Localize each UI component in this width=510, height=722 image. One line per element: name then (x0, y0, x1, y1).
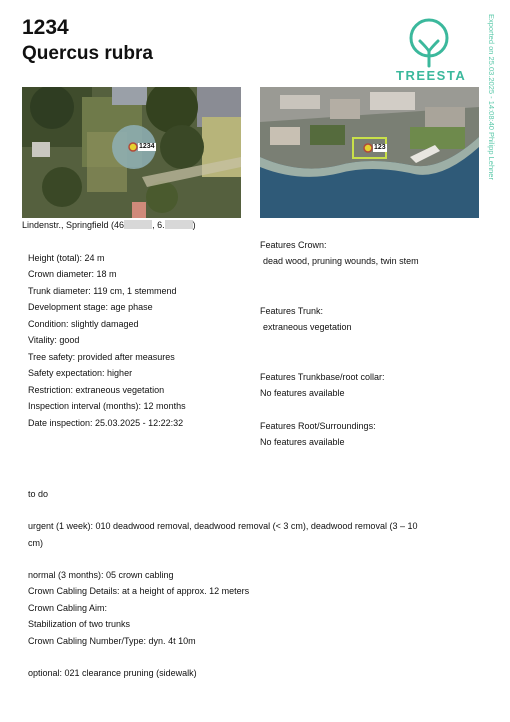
todo-urgent-line2: cm) (28, 538, 43, 548)
property-tree-safety: Tree safety: provided after measures (28, 352, 175, 362)
todo-cabling-aim: Crown Cabling Aim: (28, 603, 108, 613)
property-restriction: Restriction: extraneous vegetation (28, 385, 165, 395)
features-root-title: Features Root/Surroundings: (260, 421, 376, 431)
todo-cabling-details: Crown Cabling Details: at a height of approx. 12 meters (28, 586, 250, 596)
logo-text: TREESTA (396, 68, 467, 83)
todo-heading: to do (28, 489, 49, 499)
address-suffix: ) (192, 220, 196, 230)
property-development-stage: Development stage: age phase (28, 302, 153, 312)
todo-cabling-aim-value: Stabilization of two trunks (28, 619, 131, 629)
map-overview-marker-label: 123 (374, 144, 386, 151)
property-condition: Condition: slightly damaged (28, 319, 139, 329)
address-middle: , 6. (152, 220, 165, 230)
property-vitality: Vitality: good (28, 335, 80, 345)
features-root-value: No features available (260, 437, 345, 447)
address-line (22, 220, 196, 230)
features-trunkbase-title: Features Trunkbase/root collar: (260, 372, 385, 382)
todo-cabling-number: Crown Cabling Number/Type: dyn. 4t 10m (28, 636, 196, 646)
todo-urgent-line1: urgent (1 week): 010 deadwood removal, deadwood removal (< 3 cm), deadwood removal (3 – 10 (28, 521, 418, 531)
species-title: Quercus rubra (22, 43, 153, 64)
features-crown-value: dead wood, pruning wounds, twin stem (263, 256, 419, 266)
features-trunk-value: extraneous vegetation (263, 322, 352, 332)
property-trunk-diameter: Trunk diameter: 119 cm, 1 stemmend (28, 286, 177, 296)
map-closeup-marker-label: 1234 (139, 143, 155, 150)
tree-id-title: 1234 (22, 16, 69, 39)
property-height: Height (total): 24 m (28, 253, 105, 263)
property-date-inspection: Date inspection: 25.03.2025 - 12:22:32 (28, 418, 184, 428)
redacted-block (165, 220, 193, 229)
features-trunk-title: Features Trunk: (260, 306, 324, 316)
address-prefix: Lindenstr., Springfield (46 (22, 220, 125, 230)
aerial-map-closeup[interactable] (22, 87, 241, 218)
export-note: Exported on 25.03.2025 - 14:08:40 Philipp Lehner (487, 14, 496, 180)
todo-optional: optional: 021 clearance pruning (sidewalk) (28, 668, 197, 678)
redacted-block (124, 220, 152, 229)
aerial-map-overview[interactable] (260, 87, 479, 218)
map-overview-imagery (260, 87, 479, 218)
property-crown-diameter: Crown diameter: 18 m (28, 269, 117, 279)
features-crown-title: Features Crown: (260, 240, 327, 250)
map-closeup-imagery (22, 87, 241, 218)
todo-normal: normal (3 months): 05 crown cabling (28, 570, 174, 580)
property-safety-expectation: Safety expectation: higher (28, 368, 133, 378)
features-trunkbase-value: No features available (260, 388, 345, 398)
property-inspection-interval: Inspection interval (months): 12 months (28, 401, 186, 411)
